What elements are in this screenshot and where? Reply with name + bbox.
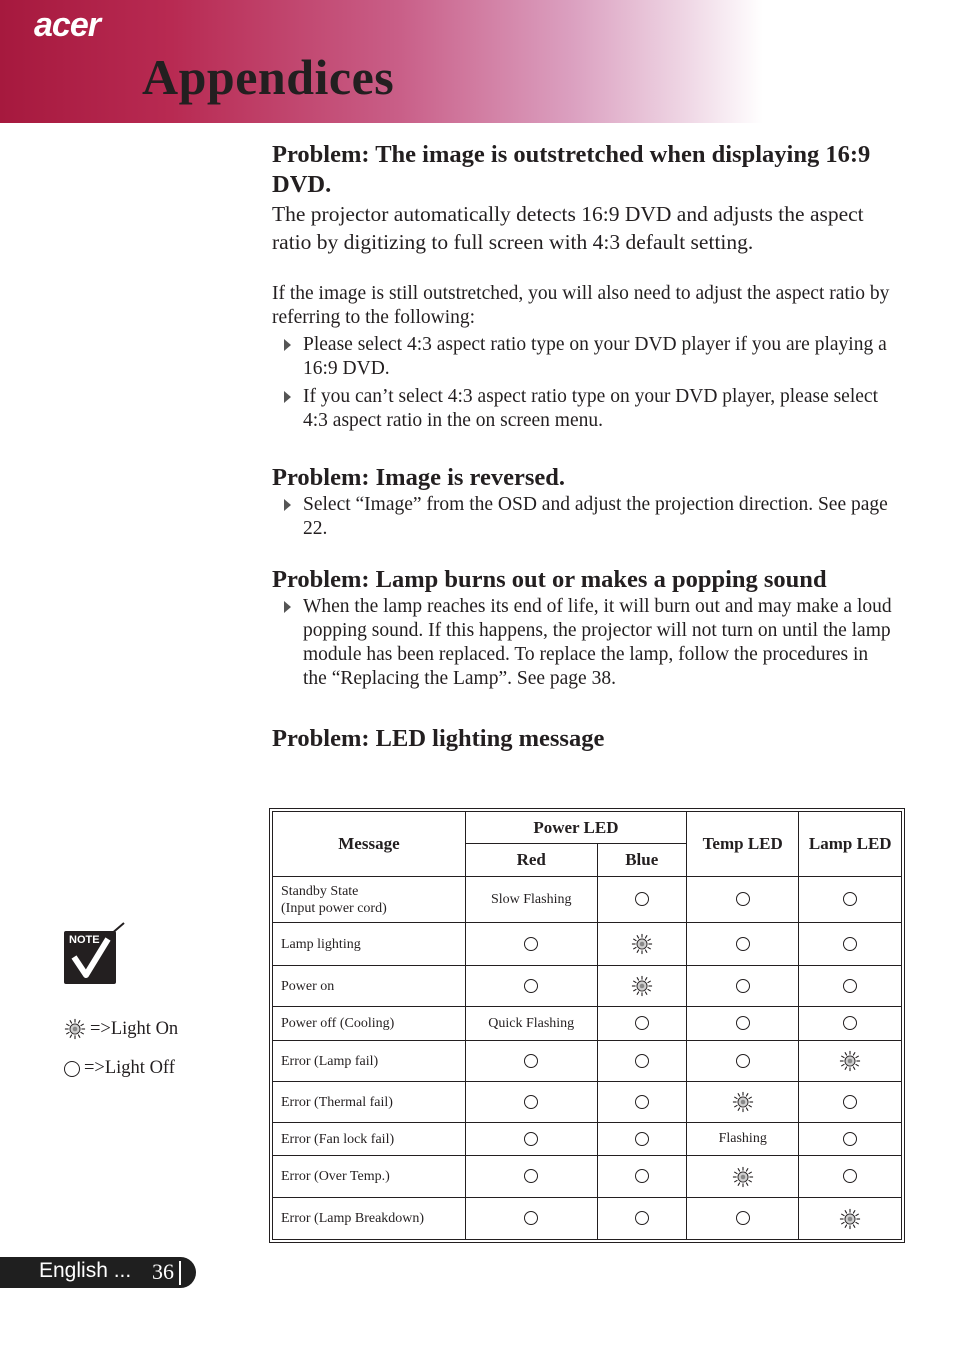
triangle-bullet-icon — [284, 601, 291, 613]
light-on-icon — [631, 975, 653, 997]
light-off-icon — [843, 979, 857, 993]
section-heading-outstretched: Problem: The image is outstretched when displaying 16:9 DVD. — [272, 141, 871, 198]
cell-temp — [686, 966, 799, 1007]
column-header-blue: Blue — [597, 844, 686, 877]
cell-temp — [686, 1198, 799, 1240]
page-title: Appendices — [142, 49, 395, 105]
triangle-bullet-icon — [284, 391, 291, 403]
light-off-icon — [635, 892, 649, 906]
column-header-red: Red — [465, 844, 597, 877]
note-icon — [64, 931, 116, 984]
light-on-icon — [631, 933, 653, 955]
cell-red — [465, 1123, 597, 1156]
table-row — [273, 1156, 902, 1198]
cell-lamp — [799, 1007, 902, 1041]
cell-lamp — [799, 877, 902, 923]
cell-temp — [686, 1041, 799, 1082]
triangle-bullet-icon — [284, 499, 291, 511]
light-on-icon — [64, 1018, 86, 1040]
light-on-icon — [839, 1050, 861, 1072]
cell-blue — [597, 877, 686, 923]
light-off-icon — [635, 1132, 649, 1146]
light-off-icon — [843, 1169, 857, 1183]
table-row — [273, 1123, 902, 1156]
cell-lamp — [799, 1123, 902, 1156]
light-off-icon — [736, 979, 750, 993]
cell-red — [465, 1156, 597, 1198]
cell-temp — [686, 877, 799, 923]
cell-lamp — [799, 1156, 902, 1198]
triangle-bullet-icon — [284, 339, 291, 351]
light-off-icon — [736, 1211, 750, 1225]
light-off-icon — [736, 1016, 750, 1030]
bullet-list-outstretched — [272, 333, 894, 433]
bullet-list-reversed — [272, 493, 894, 541]
cell-blue — [597, 923, 686, 966]
light-on-icon — [732, 1091, 754, 1113]
cell-red — [465, 1007, 597, 1041]
light-off-icon — [524, 1132, 538, 1146]
cell-blue — [597, 1007, 686, 1041]
light-off-icon — [524, 937, 538, 951]
cell-blue — [597, 1156, 686, 1198]
bullet-list-lamp — [272, 595, 894, 691]
light-off-icon — [524, 1095, 538, 1109]
light-off-icon — [843, 1132, 857, 1146]
row-message: Error (Over Temp.) — [273, 1156, 466, 1198]
light-off-icon — [635, 1211, 649, 1225]
light-off-icon — [736, 1054, 750, 1068]
main-content — [272, 140, 894, 754]
cell-lamp — [799, 1041, 902, 1082]
column-header-message: Message — [273, 812, 466, 877]
led-status-table — [272, 811, 902, 1240]
column-header-power-led: Power LED — [465, 812, 686, 844]
cell-blue — [597, 1041, 686, 1082]
row-message: Lamp lighting — [273, 923, 466, 966]
light-off-icon — [635, 1095, 649, 1109]
light-off-icon — [524, 1211, 538, 1225]
cell-temp — [686, 1123, 799, 1156]
list-item: Select “Image” from the OSD and adjust the projection direction. See page 22. — [272, 493, 894, 541]
light-off-icon — [843, 1095, 857, 1109]
cell-red — [465, 877, 597, 923]
light-off-icon — [843, 1016, 857, 1030]
table-row — [273, 1007, 902, 1041]
table-row — [273, 966, 902, 1007]
cell-red — [465, 966, 597, 1007]
row-message: Power off (Cooling) — [273, 1007, 466, 1041]
legend-light-on: =>Light On — [64, 1018, 178, 1040]
cell-lamp — [799, 1198, 902, 1240]
led-status-text: Slow Flashing — [490, 891, 572, 907]
light-on-icon — [839, 1208, 861, 1230]
list-item: When the lamp reaches its end of life, it will burn out and may make a loud popping sound. If this happens, the projector will not turn on until the lamp module has been replaced. To replace the lamp, follow the procedures in the “Replacing the Lamp”. See page 38. — [272, 595, 894, 691]
footer-divider — [179, 1261, 181, 1285]
light-off-icon — [524, 1054, 538, 1068]
row-message: Error (Lamp Breakdown) — [273, 1198, 466, 1240]
column-header-lamp-led: Lamp LED — [799, 812, 902, 877]
page-header — [0, 0, 954, 123]
row-message: Error (Fan lock fail) — [273, 1123, 466, 1156]
light-off-icon — [635, 1054, 649, 1068]
row-message: Power on — [273, 966, 466, 1007]
legend-light-off: =>Light Off — [64, 1058, 175, 1079]
cell-lamp — [799, 1082, 902, 1123]
page-footer — [0, 1257, 196, 1288]
cell-red — [465, 1198, 597, 1240]
led-status-text: Flashing — [718, 1131, 767, 1146]
table-row — [273, 1082, 902, 1123]
footer-language: English ... — [39, 1259, 132, 1282]
light-off-icon — [64, 1061, 80, 1077]
cell-blue — [597, 966, 686, 1007]
section-body-outstretched: If the image is still outstretched, you will also need to adjust the aspect ratio by referring to the following: — [272, 283, 890, 328]
light-off-icon — [843, 892, 857, 906]
list-item: If you can’t select 4:3 aspect ratio type on your DVD player, please select 4:3 aspect ratio in the on screen menu. — [272, 385, 894, 433]
light-off-icon — [635, 1016, 649, 1030]
cell-temp — [686, 1007, 799, 1041]
section-heading-lamp: Problem: Lamp burns out or makes a popping sound — [272, 566, 827, 593]
light-off-icon — [524, 1169, 538, 1183]
section-lead-outstretched: The projector automatically detects 16:9 DVD and adjusts the aspect ratio by digitizing to full screen with 4:3 default setting. — [272, 202, 864, 254]
cell-red — [465, 923, 597, 966]
section-heading-led: Problem: LED lighting message — [272, 725, 605, 752]
light-off-icon — [736, 937, 750, 951]
cell-lamp — [799, 923, 902, 966]
cell-blue — [597, 1082, 686, 1123]
table-row — [273, 923, 902, 966]
page-number: 36 — [152, 1259, 174, 1284]
light-off-icon — [736, 892, 750, 906]
list-item: Please select 4:3 aspect ratio type on your DVD player if you are playing a 16:9 DVD. — [272, 333, 894, 381]
cell-blue — [597, 1198, 686, 1240]
cell-blue — [597, 1123, 686, 1156]
light-off-icon — [635, 1169, 649, 1183]
light-off-icon — [524, 979, 538, 993]
cell-temp — [686, 1156, 799, 1198]
light-off-icon — [843, 937, 857, 951]
row-message: Error (Lamp fail) — [273, 1041, 466, 1082]
table-row — [273, 877, 902, 923]
svg-text:NOTE: NOTE — [69, 934, 100, 946]
row-message: Error (Thermal fail) — [273, 1082, 466, 1123]
table-row — [273, 1041, 902, 1082]
row-message: Standby State (Input power cord) — [273, 877, 466, 923]
led-status-text: Quick Flashing — [488, 1015, 575, 1031]
cell-temp — [686, 923, 799, 966]
cell-red — [465, 1082, 597, 1123]
cell-red — [465, 1041, 597, 1082]
cell-temp — [686, 1082, 799, 1123]
cell-lamp — [799, 966, 902, 1007]
section-heading-reversed: Problem: Image is reversed. — [272, 464, 566, 491]
column-header-temp-led: Temp LED — [686, 812, 799, 877]
table-row — [273, 1198, 902, 1240]
acer-logo: acer — [34, 6, 100, 44]
light-on-icon — [732, 1166, 754, 1188]
